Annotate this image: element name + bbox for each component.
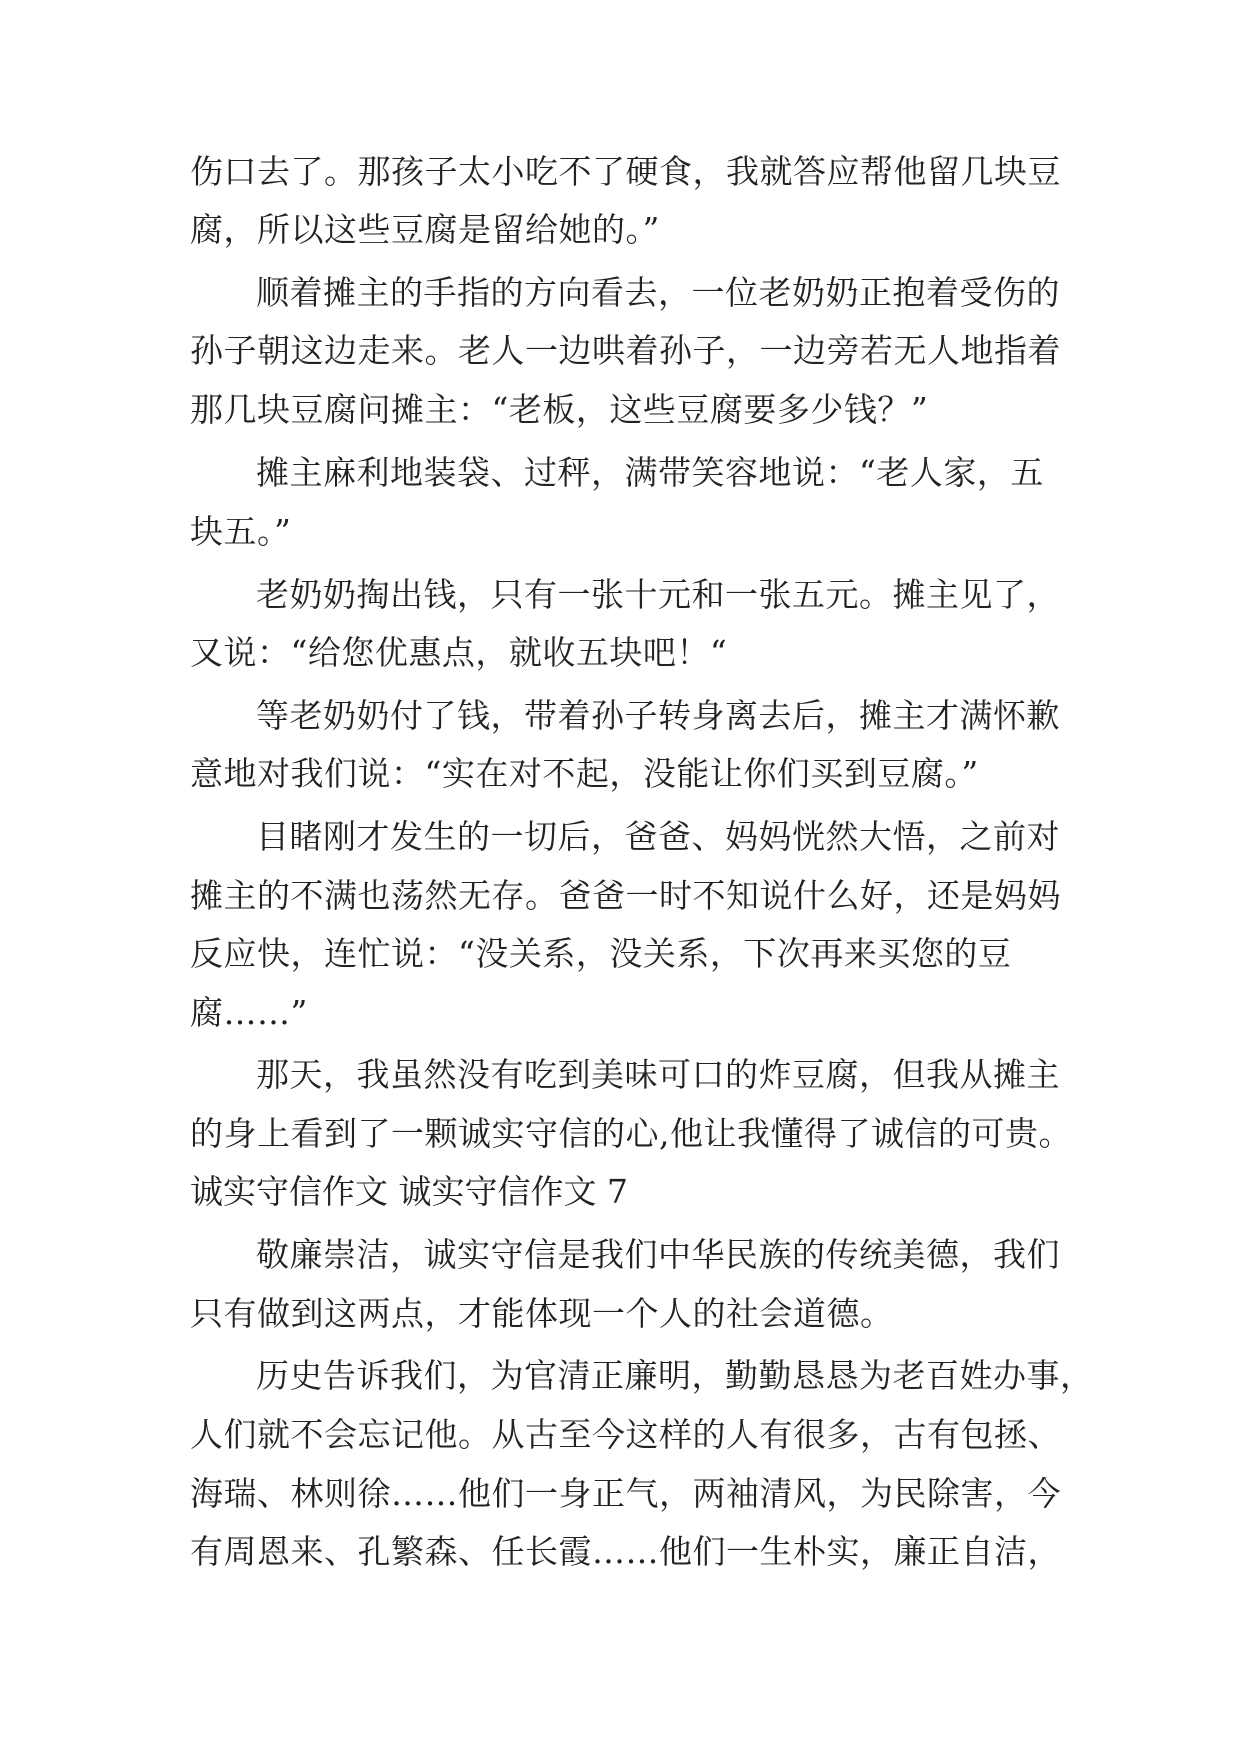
- paragraph-line: 顺着摊主的手指的方向看去，一位老奶奶正抱着受伤的: [256, 273, 1060, 312]
- paragraph-line: 的身上看到了一颗诚实守信的心,他让我懂得了诚信的可贵。: [190, 1114, 1072, 1153]
- paragraph-line: 块五。”: [190, 512, 292, 551]
- paragraph-line: 海瑞、林则徐……他们一身正气，两袖清风，为民除害，今: [190, 1474, 1061, 1513]
- paragraph-line: 那几块豆腐问摊主：“老板，这些豆腐要多少钱？”: [190, 390, 929, 429]
- paragraph-line: 摊主麻利地装袋、过秤，满带笑容地说：“老人家，五: [256, 453, 1044, 492]
- paragraph-line: 敬廉崇洁，诚实守信是我们中华民族的传统美德，我们: [256, 1235, 1060, 1274]
- paragraph-line: 又说：“给您优惠点，就收五块吧！“: [190, 633, 728, 672]
- paragraph-line: 意地对我们说：“实在对不起，没能让你们买到豆腐。”: [190, 754, 979, 793]
- paragraph-line: 目睹刚才发生的一切后，爸爸、妈妈恍然大悟，之前对: [256, 817, 1060, 856]
- paragraph-line: 等老奶奶付了钱，带着孙子转身离去后，摊主才满怀歉: [256, 696, 1060, 735]
- paragraph-line: 那天，我虽然没有吃到美味可口的炸豆腐，但我从摊主: [256, 1055, 1060, 1094]
- paragraph-line: 老奶奶掏出钱，只有一张十元和一张五元。摊主见了，: [256, 575, 1060, 614]
- paragraph-line: 只有做到这两点，才能体现一个人的社会道德。: [190, 1294, 894, 1333]
- paragraph-line: 历史告诉我们，为官清正廉明，勤勤恳恳为老百姓办事，: [256, 1356, 1094, 1395]
- section-heading: 诚实守信作文 诚实守信作文 7: [190, 1172, 628, 1211]
- paragraph-line: 反应快，连忙说：“没关系，没关系，下次再来买您的豆: [190, 934, 1012, 973]
- paragraph-line: 伤口去了。那孩子太小吃不了硬食，我就答应帮他留几块豆: [190, 152, 1061, 191]
- paragraph-line: 腐，所以这些豆腐是留给她的。”: [190, 210, 660, 249]
- paragraph-line: 腐……”: [190, 993, 308, 1032]
- paragraph-line: 人们就不会忘记他。从古至今这样的人有很多，古有包拯、: [190, 1415, 1061, 1454]
- paragraph-line: 摊主的不满也荡然无存。爸爸一时不知说什么好，还是妈妈: [190, 876, 1061, 915]
- paragraph-line: 有周恩来、孔繁森、任长霞……他们一生朴实，廉正自洁，: [190, 1532, 1061, 1571]
- paragraph-line: 孙子朝这边走来。老人一边哄着孙子，一边旁若无人地指着: [190, 331, 1061, 370]
